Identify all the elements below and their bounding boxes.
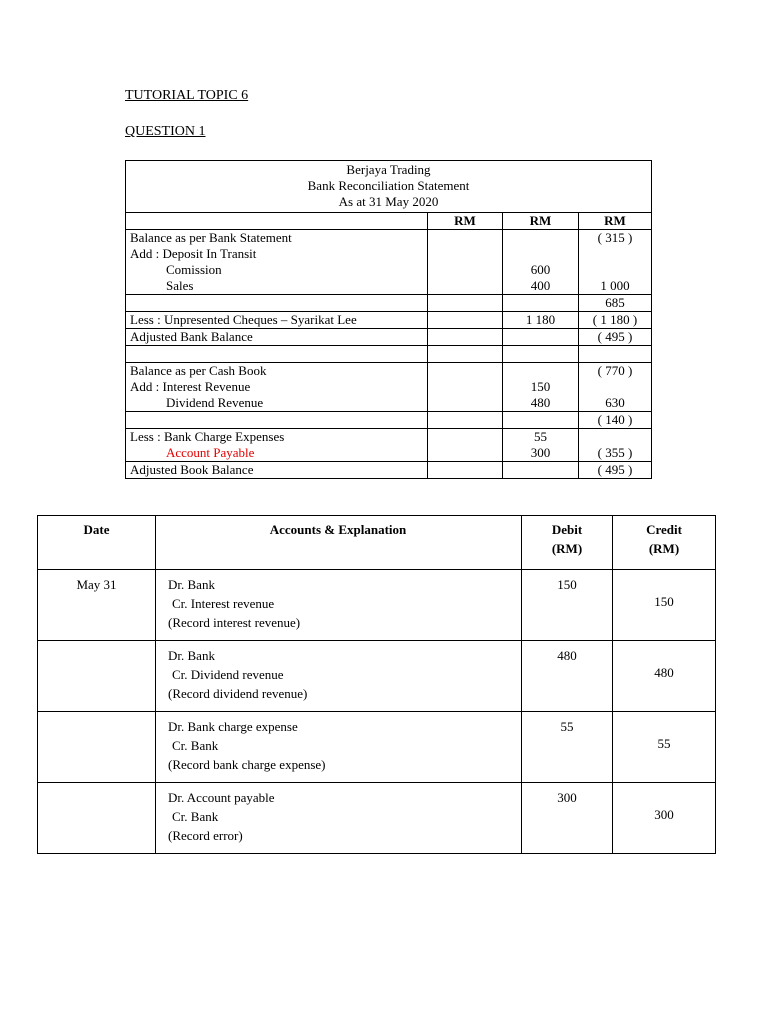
credit-label: Credit — [646, 522, 682, 537]
bank-subtotal-desc — [126, 295, 428, 312]
statement-name: Bank Reconciliation Statement — [307, 178, 470, 193]
sales-label: Sales — [166, 278, 194, 293]
book-section-desc — [126, 363, 428, 412]
entry-dr: Dr. Account payable — [168, 790, 275, 805]
entry-note: (Record error) — [168, 828, 243, 843]
book-col-a — [428, 363, 503, 412]
entry-note: (Record dividend revenue) — [168, 686, 308, 701]
entry-date — [38, 783, 156, 854]
spacer-cell-3 — [503, 346, 579, 363]
comission-label: Comission — [166, 262, 222, 277]
entry-dr: Dr. Bank — [168, 577, 215, 592]
adjusted-book-value: ( 495 ) — [579, 462, 652, 479]
entry-cr: Cr. Bank — [172, 738, 219, 753]
bank-col-c — [579, 230, 652, 295]
entry-accounts — [156, 641, 522, 712]
deposit-transit-label: Add : Deposit In Transit — [130, 246, 257, 261]
spacer-cell-4 — [579, 346, 652, 363]
entry-debit: 300 — [522, 783, 613, 854]
journal-row — [38, 783, 716, 854]
book-less-b — [503, 429, 579, 462]
book-less-c — [579, 429, 652, 462]
unpresented-total: ( 1 180 ) — [579, 312, 652, 329]
entry-debit: 55 — [522, 712, 613, 783]
entry-credit-cell — [613, 570, 716, 641]
book-subtotal-desc — [126, 412, 428, 429]
entry-credit: 480 — [654, 665, 674, 680]
unpresented-a — [428, 312, 503, 329]
interest-revenue-value: 150 — [530, 379, 551, 394]
book-col-b — [503, 363, 579, 412]
entry-accounts — [156, 712, 522, 783]
entry-date — [38, 641, 156, 712]
entry-accounts — [156, 570, 522, 641]
entry-date — [38, 712, 156, 783]
tutorial-heading: TUTORIAL TOPIC 6 — [125, 88, 249, 103]
entry-note: (Record interest revenue) — [168, 615, 301, 630]
dividend-revenue-label: Dividend Revenue — [166, 395, 264, 410]
deductions-total-value: ( 355 ) — [597, 445, 633, 460]
bank-subtotal-b — [503, 295, 579, 312]
book-subtotal-value: ( 140 ) — [579, 412, 652, 429]
debit-unit: (RM) — [551, 541, 583, 556]
entry-credit-cell — [613, 712, 716, 783]
book-less-a — [428, 429, 503, 462]
bank-section-desc — [126, 230, 428, 295]
entry-dr: Dr. Bank charge expense — [168, 719, 298, 734]
adjusted-book-b — [503, 462, 579, 479]
adjusted-bank-label: Adjusted Bank Balance — [126, 329, 428, 346]
book-subtotal-a — [428, 412, 503, 429]
header-rm-2: RM — [503, 213, 579, 230]
account-payable-value: 300 — [530, 445, 551, 460]
header-blank — [126, 213, 428, 230]
adjusted-bank-b — [503, 329, 579, 346]
entry-cr: Cr. Dividend revenue — [172, 667, 284, 682]
sales-value: 400 — [530, 278, 551, 293]
journal-row — [38, 641, 716, 712]
entry-credit: 300 — [654, 807, 674, 822]
account-payable-label: Account Payable — [166, 445, 255, 460]
entry-cr: Cr. Interest revenue — [172, 596, 275, 611]
bank-charge-value: 55 — [534, 429, 547, 444]
bank-subtotal-a — [428, 295, 503, 312]
bank-charge-label: Less : Bank Charge Expenses — [130, 429, 285, 444]
interest-revenue-label: Add : Interest Revenue — [130, 379, 251, 394]
bank-balance-value: ( 315 ) — [597, 230, 633, 245]
journal-header-debit — [522, 516, 613, 570]
bank-col-b — [503, 230, 579, 295]
journal-header-credit — [613, 516, 716, 570]
bank-col-a — [428, 230, 503, 295]
bank-reconciliation-table — [125, 160, 652, 479]
journal-row — [38, 570, 716, 641]
book-subtotal-b — [503, 412, 579, 429]
adjusted-book-a — [428, 462, 503, 479]
unpresented-label: Less : Unpresented Cheques – Syarikat Lee — [126, 312, 428, 329]
entry-credit-cell — [613, 783, 716, 854]
entry-credit: 55 — [657, 736, 671, 751]
unpresented-value: 1 180 — [503, 312, 579, 329]
entry-debit: 150 — [522, 570, 613, 641]
credit-unit: (RM) — [648, 541, 680, 556]
journal-header-date: Date — [38, 516, 156, 570]
adjusted-bank-value: ( 495 ) — [579, 329, 652, 346]
header-rm-1: RM — [428, 213, 503, 230]
entry-note: (Record bank charge expense) — [168, 757, 326, 772]
revenue-total-value: 630 — [605, 395, 625, 410]
spacer-cell-1 — [126, 346, 428, 363]
entry-accounts — [156, 783, 522, 854]
journal-entries-table — [37, 515, 716, 854]
entry-dr: Dr. Bank — [168, 648, 215, 663]
dividend-revenue-value: 480 — [530, 395, 551, 410]
cash-book-balance-value: ( 770 ) — [597, 363, 633, 378]
statement-title-block — [126, 161, 652, 213]
entry-cr: Cr. Bank — [172, 809, 219, 824]
entry-debit: 480 — [522, 641, 613, 712]
adjusted-book-label: Adjusted Book Balance — [126, 462, 428, 479]
bank-balance-label: Balance as per Bank Statement — [130, 230, 292, 245]
statement-date: As at 31 May 2020 — [338, 194, 439, 209]
book-less-desc — [126, 429, 428, 462]
entry-credit-cell — [613, 641, 716, 712]
bank-subtotal-value: 685 — [579, 295, 652, 312]
question-heading: QUESTION 1 — [125, 124, 206, 139]
comission-value: 600 — [530, 262, 551, 277]
company-name: Berjaya Trading — [346, 162, 431, 177]
deposit-total-value: 1 000 — [600, 278, 630, 293]
book-col-c — [579, 363, 652, 412]
entry-credit: 150 — [654, 594, 674, 609]
adjusted-bank-a — [428, 329, 503, 346]
journal-header-accounts: Accounts & Explanation — [156, 516, 522, 570]
entry-date: May 31 — [38, 570, 156, 641]
header-rm-3: RM — [579, 213, 652, 230]
debit-label: Debit — [551, 522, 583, 537]
journal-row — [38, 712, 716, 783]
spacer-cell-2 — [428, 346, 503, 363]
cash-book-balance-label: Balance as per Cash Book — [130, 363, 267, 378]
